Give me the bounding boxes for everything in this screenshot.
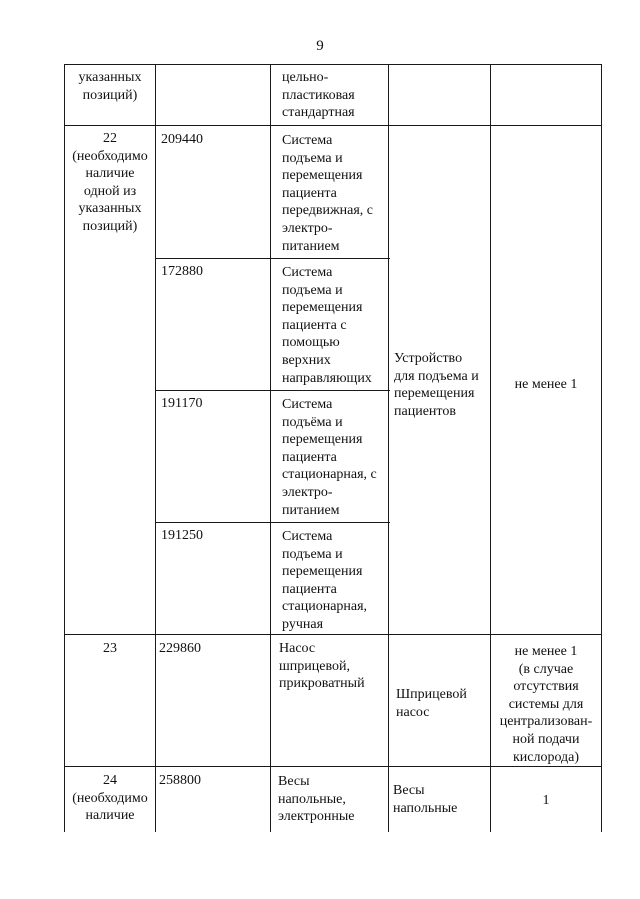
item-name: Система подъёма и перемещения пациента стационарная, с электро- питанием	[282, 397, 377, 518]
table-rule	[64, 64, 602, 65]
position-cell: 22 (необходимо наличие одной из указанных позиций)	[72, 131, 148, 234]
item-code: 229860	[159, 641, 201, 656]
device-type: Шприцевой насос	[396, 687, 467, 720]
device-type: Весы напольные	[393, 783, 458, 816]
item-name: Система подъема и перемещения пациента передвижная, с электро- питанием	[282, 133, 373, 254]
quantity: 1	[542, 793, 550, 808]
item-code: 172880	[161, 264, 203, 279]
table-rule	[155, 390, 390, 391]
item-code: 258800	[159, 773, 201, 788]
table-rule	[64, 125, 602, 126]
quantity: не менее 1	[514, 377, 578, 392]
page-number: 9	[316, 38, 324, 54]
table-rule	[270, 64, 271, 832]
table-rule	[601, 64, 602, 832]
position-cell: указанных позиций)	[78, 70, 142, 103]
table-rule	[155, 258, 390, 259]
item-name: Насос шприцевой, прикроватный	[279, 641, 365, 692]
quantity: не менее 1 (в случае отсутствия системы для централизован- ной подачи кислорода)	[499, 644, 593, 765]
table-rule	[155, 64, 156, 832]
table-rule	[155, 522, 390, 523]
table-rule	[64, 634, 602, 635]
position-cell: 24 (необходимо наличие	[72, 773, 148, 824]
table-rule	[388, 64, 389, 832]
item-code: 191170	[161, 396, 203, 411]
item-code: 209440	[161, 132, 203, 147]
device-type: Устройство для подъема и перемещения пациентов	[394, 351, 479, 419]
item-name: Система подъема и перемещения пациента стационарная, ручная	[282, 529, 368, 632]
item-code: 191250	[161, 528, 203, 543]
item-name: Система подъема и перемещения пациента с помощью верхних направляющих	[282, 265, 372, 386]
item-name: Весы напольные, электронные	[278, 774, 355, 825]
position-cell: 23	[103, 641, 117, 656]
item-name: цельно- пластиковая стандартная	[282, 70, 355, 121]
